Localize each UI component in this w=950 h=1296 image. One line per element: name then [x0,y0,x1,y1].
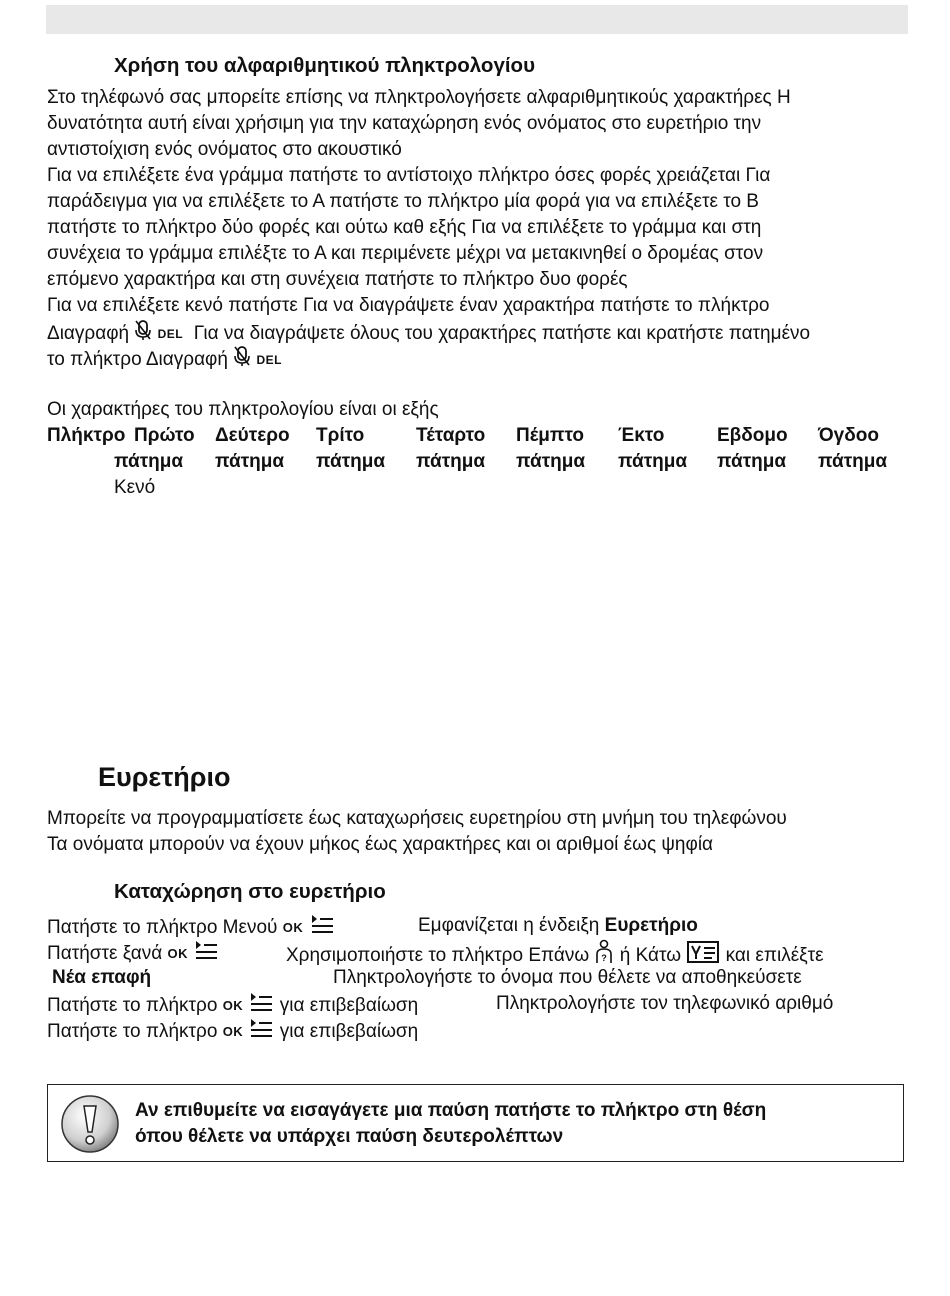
table-header-col: Όγδοο [818,425,879,446]
step-text: Εμφανίζεται η ένδειξη [418,915,600,936]
table-header-sub: πάτημα [516,451,586,472]
table-header-col: Τέταρτο [416,425,486,446]
step-5 [47,1017,418,1047]
note-box [47,1084,904,1162]
entry-section-title: Καταχώρηση στο ευρετήριο [114,880,386,903]
menu-list-icon [248,1017,274,1047]
delete-suffix: Για να διαγράψετε όλους του χαρακτήρες πατήστε και κρατήστε πατημένο [193,323,811,345]
keyboard-text-line: επόμενο χαρακτήρα και στη συνέχεια πατήστε το πλήκτρο δυο φορές [47,269,628,290]
keyboard-text-line: παράδειγμα για να επιλέξετε το Α πατήστε το πλήκτρο μία φορά για να επιλέξετε το Β [47,191,759,212]
keyboard-text-line: Για να επιλέξετε κενό πατήστε Για να διαγράψετε έναν χαρακτήρα πατήστε το πλήκτρο [47,295,770,316]
keyboard-section-title: Χρήση του αλφαριθμητικού πληκτρολογίου [114,54,536,77]
step-text: Πατήστε ξανά [47,943,163,965]
del-key-label: DEL [256,353,283,367]
table-header-col: Πρώτο [134,425,195,446]
step-text: για επιβεβαίωση [279,1021,419,1043]
step-text: Χρησιμοποιήστε το πλήκτρο Επάνω [286,945,590,967]
keyboard-text-line: αντιστοίχιση ενός ονόματος στο ακουστικό [47,139,402,160]
phonebook-text-line: Μπορείτε να προγραμματίσετε έως καταχωρήσεις ευρετηρίου στη μνήμη του τηλεφώνου [47,808,787,829]
table-header-col: Τρίτο [316,425,365,446]
keyboard-text-line: Για να επιλέξετε ένα γράμμα πατήστε το αντίστοιχο πλήκτρο όσες φορές χρειάζεται Για [47,165,771,186]
svg-text:?: ? [601,953,608,963]
table-header-sub: πάτημα [114,451,184,472]
ok-key-label: OK [222,1024,244,1039]
table-header-sub: πάτημα [416,451,486,472]
table-header-col: Εβδομο [717,425,788,446]
table-header-col: Πέμπτο [516,425,585,446]
step-text: για επιβεβαίωση [279,995,419,1017]
step-text: Πατήστε το πλήκτρο [47,1021,218,1043]
table-header-key: Πλήκτρο [47,425,126,446]
note-text-line: Αν επιθυμείτε να εισαγάγετε μια παύση πατήστε το πλήκτρο στη θέση [135,1100,767,1121]
table-cell: Κενό [114,477,156,498]
step-text: Πατήστε το πλήκτρο Μενού [47,917,278,939]
menu-list-icon [193,939,219,969]
step-text: Πληκτρολογήστε τον τηλεφωνικό αριθμό [496,993,834,1014]
table-header-sub: πάτημα [618,451,688,472]
microphone-mute-icon [233,345,251,375]
step-text: και επιλέξτε [725,945,824,967]
new-contact-label: Νέα επαφή [52,967,152,988]
header-bar [46,5,908,34]
phonebook-title: Ευρετήριο [98,762,231,792]
ok-key-label: OK [167,946,189,961]
step-text: Πατήστε το πλήκτρο [47,995,218,1017]
note-text-line: όπου θέλετε να υπάρχει παύση δευτερολέπτων [135,1126,564,1147]
chars-intro: Οι χαρακτήρες του πληκτρολογίου είναι οι εξής [47,399,439,420]
table-header-sub: πάτημα [717,451,787,472]
table-header-sub: πάτημα [818,451,888,472]
table-header-col: Έκτο [618,425,665,446]
delete-line-1 [47,319,810,345]
keyboard-text-line: Στο τηλέφωνό σας μπορείτε επίσης να πληκτρολογήσετε αλφαριθμητικούς χαρακτήρες Η [47,87,791,108]
delete-all-prefix: το πλήκτρο Διαγραφή [47,349,228,371]
ok-key-label: OK [222,998,244,1013]
ok-key-label: OK [282,920,304,935]
keyboard-text-line: συνέχεια το γράμμα επιλέξτε το Α και περιμένετε μέχρι να μετακινηθεί ο δρομέας στον [47,243,764,264]
step-text: Πληκτρολογήστε το όνομα που θέλετε να αποθηκεύσετε [333,967,802,988]
table-header-sub: πάτημα [215,451,285,472]
phonebook-label: Ευρετήριο [604,915,698,936]
delete-prefix: Διαγραφή [47,323,130,345]
table-header-col: Δεύτερο [215,425,290,446]
table-header-sub: πάτημα [316,451,386,472]
delete-line-2 [47,345,282,371]
step-1-result [418,913,698,939]
exclamation-icon [60,1094,120,1154]
keyboard-text-line: πατήστε το πλήκτρο δύο φορές και ούτω καθ εξής Για να επιλέξετε το γράμμα και στη [47,217,762,238]
del-key-label: DEL [157,327,184,341]
step-text: ή Κάτω [619,945,682,967]
keyboard-text-line: δυνατότητα αυτή είναι χρήσιμη για την καταχώρηση ενός ονόματος στο ευρετήριο την [47,113,762,134]
phonebook-text-line: Τα ονόματα μπορούν να έχουν μήκος έως χαρακτήρες και οι αριθμοί έως ψηφία [47,834,714,855]
